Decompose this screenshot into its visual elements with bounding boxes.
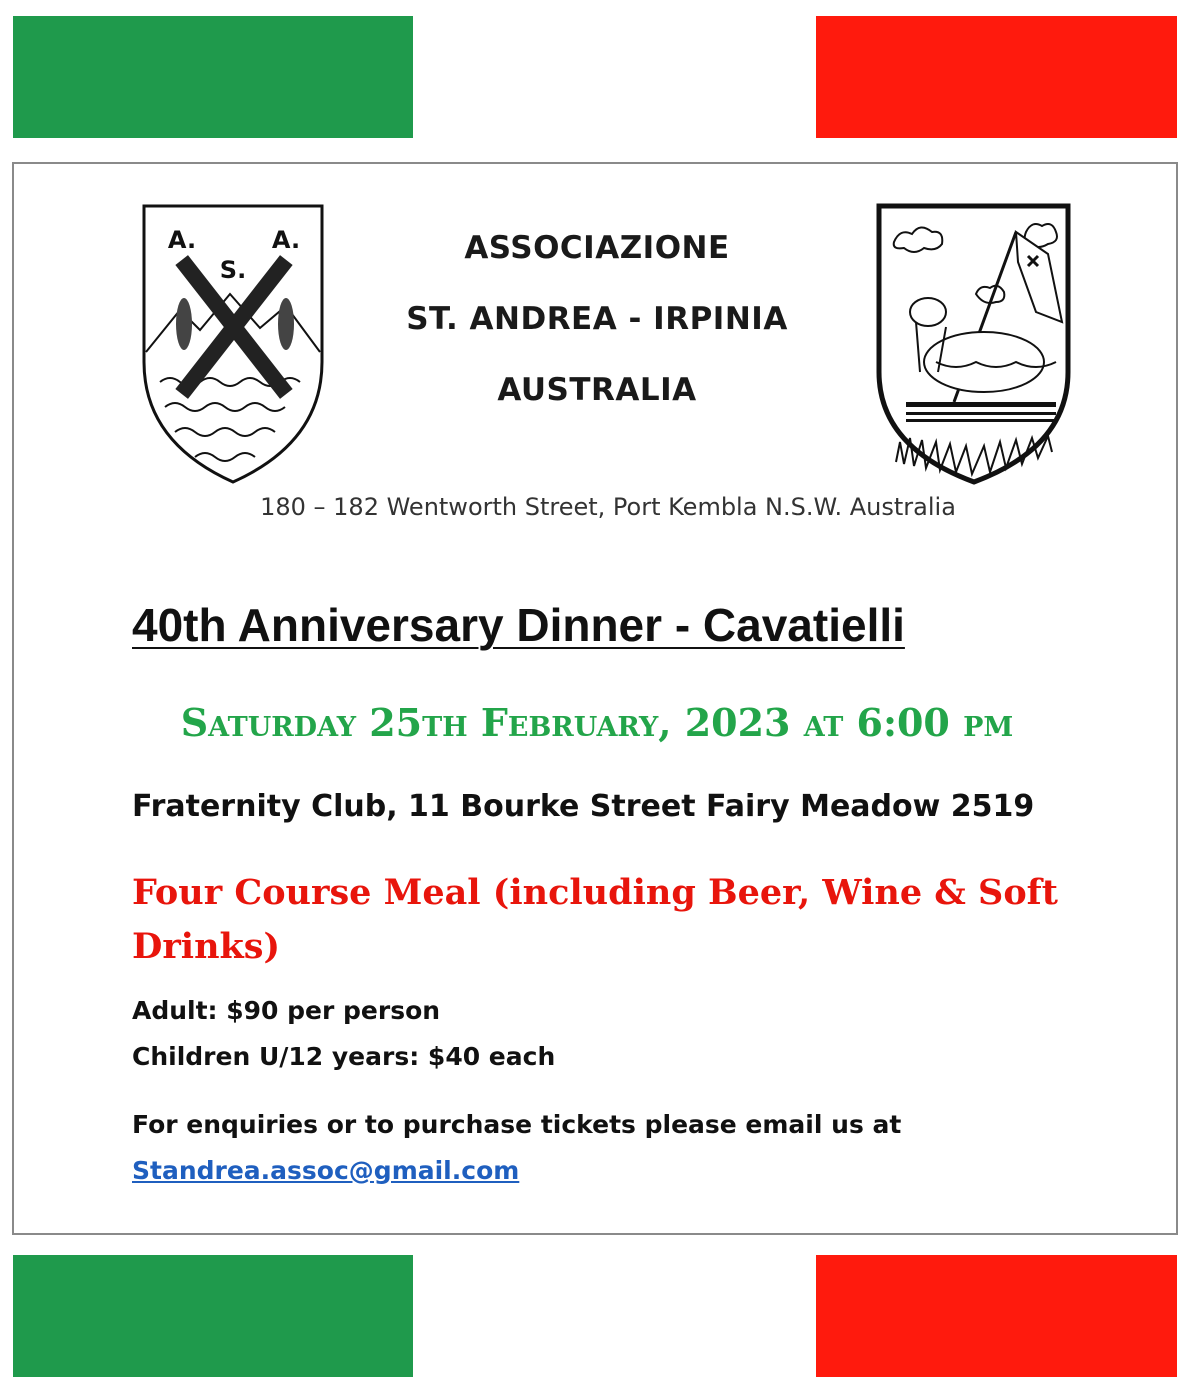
meal-description: Four Course Meal (including Beer, Wine & Soft Drinks) [132,872,1058,967]
flag-band-red-top [816,16,1177,138]
flag-band-red-bottom [816,1255,1177,1377]
crest-letter-s: S. [219,256,247,284]
lamb-with-flag-shield-icon [876,202,1072,486]
crest-letter-a1: A. [167,226,197,254]
association-name-line-2: ST. ANDREA - IRPINIA [406,301,788,337]
association-address: 180 – 182 Wentworth Street, Port Kembla N.S.W. Australia [260,493,956,521]
association-name-line-3: AUSTRALIA [497,372,697,408]
flag-band-green-bottom [13,1255,413,1377]
price-children: Children U/12 years: $40 each [132,1042,556,1071]
event-date: Saturday 25th February, 2023 at 6:00 pm [180,700,1014,745]
flyer-card [12,162,1178,1235]
event-title: 40th Anniversary Dinner - Cavatielli [132,599,905,651]
event-venue: Fraternity Club, 11 Bourke Street Fairy Meadow 2519 [132,789,1035,824]
crest-letter-a2: A. [271,226,301,254]
flag-band-green-top [13,16,413,138]
email-link[interactable]: Standrea.assoc@gmail.com [132,1156,520,1185]
price-adult: Adult: $90 per person [132,996,441,1025]
enquiry-text: For enquiries or to purchase tickets please email us at [132,1110,902,1139]
association-name-line-1: ASSOCIAZIONE [464,230,730,266]
